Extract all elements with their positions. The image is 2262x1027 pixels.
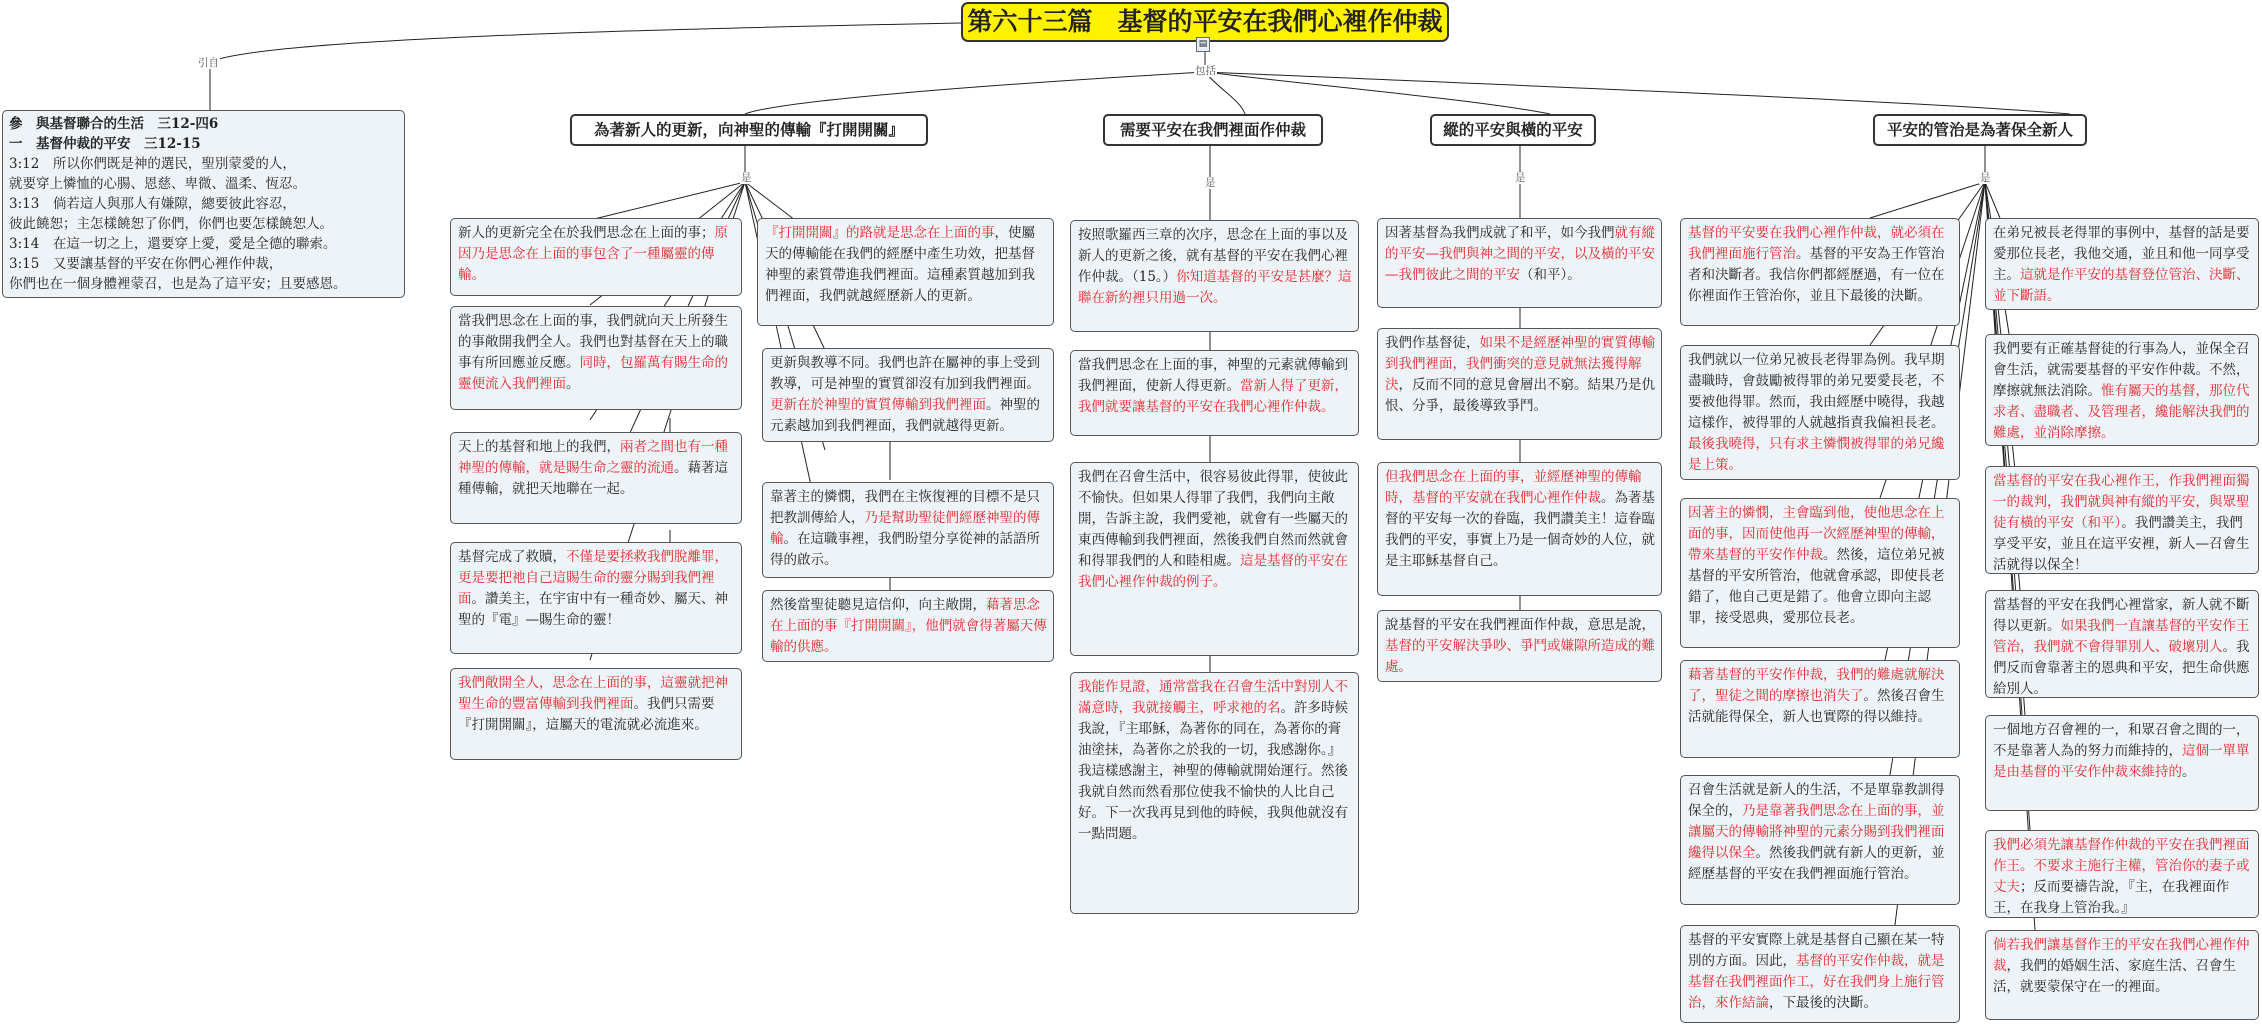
branch-header-rule-of-peace[interactable]: 平安的管治是為著保全新人 xyxy=(1873,114,2087,146)
branch4-card-10[interactable]: 當基督的平安在我們心裡當家，新人就不斷得以更新。如果我們一直讓基督的平安作王管治，我們就不會得罪別人、破壞別人。我們反而會靠著主的恩典和平安，把生命供應給別人。 xyxy=(1985,590,2259,698)
branch2-card-2[interactable]: 當我們思念在上面的事，神聖的元素就傳輸到我們裡面，使新人得更新。當新人得了更新，我們就要讓基督的平安在我們心裡作仲裁。 xyxy=(1070,350,1359,436)
branch1-card-6[interactable]: 『打開開關』的路就是思念在上面的事，使屬天的傳輸能在我們的經歷中產生功效，把基督神聖的素質帶進我們裡面。這種素質越加到我們裡面，我們就越經歷新人的更新。 xyxy=(757,218,1054,326)
intro-line: 3:15 又要讓基督的平安在你們心裡作仲裁， xyxy=(9,256,283,272)
branch4-card-4[interactable]: 藉著基督的平安作仲裁，我們的難處就解決了，聖徒之間的摩擦也消失了。然後召會生活就能得保全，新人也實際的得以維持。 xyxy=(1680,660,1960,758)
intro-scripture-card[interactable] xyxy=(2,110,405,298)
branch1-card-5[interactable]: 我們敞開全人，思念在上面的事，這靈就把神聖生命的豐富傳輸到我們裡面。我們只需要『打開開關』，這屬天的電流就必流進來。 xyxy=(450,668,742,760)
branch2-card-3[interactable]: 我們在召會生活中，很容易彼此得罪，使彼此不愉快。但如果人得罪了我們，我們向主敞開，告訴主說，我們愛祂，就會有一些屬天的東西傳輸到我們裡面，然後我們自然而然就會和得罪我們的人和睦相處。這是基督的平安在我們心裡作仲裁的例子。 xyxy=(1070,462,1359,656)
connector-label-main: 包括 xyxy=(1195,65,1216,77)
branch1-card-3[interactable]: 天上的基督和地上的我們，兩者之間也有一種神聖的傳輸，就是賜生命之靈的流通。藉著這種傳輸，就把天地聯在一起。 xyxy=(450,432,742,524)
branch1-card-4[interactable]: 基督完成了救贖，不僅是要拯救我們脫離罪，更是要把祂自己這賜生命的靈分賜到我們裡面。讚美主，在宇宙中有一種奇妙、屬天、神聖的『電』—賜生命的靈！ xyxy=(450,542,742,654)
intro-line: 彼此饒恕；主怎樣饒恕了你們，你們也要怎樣饒恕人。 xyxy=(9,216,333,232)
branch-header-new-man[interactable]: 為著新人的更新，向神聖的傳輸『打開開關』 xyxy=(570,114,928,146)
branch-header-vertical-horizontal[interactable]: 縱的平安與橫的平安 xyxy=(1430,114,1596,146)
branch4-card-9[interactable]: 當基督的平安在我心裡作王，作我們裡面獨一的裁判，我們就與神有縱的平安，與眾聖徒有橫的平安（和平）。我們讚美主，我們享受平安，並且在這平安裡，新人—召會生活就得以保全！ xyxy=(1985,466,2259,574)
connector-label-sub-1: 是 xyxy=(741,172,752,184)
branch4-card-8[interactable]: 我們要有正確基督徒的行事為人，並保全召會生活，就需要基督的平安作仲裁。不然，摩擦就無法消除。惟有屬天的基督，那位代求者、盡職者、及管理者，纔能解決我們的難處，並消除摩擦。 xyxy=(1985,334,2259,446)
intro-line: 3:13 倘若這人與那人有嫌隙，總要彼此容忍， xyxy=(9,196,296,212)
intro-line: 參 與基督聯合的生活 三12-四6 xyxy=(9,116,219,132)
branch4-card-2[interactable]: 我們就以一位弟兄被長老得罪為例。我早期盡職時，會鼓勵被得罪的弟兄要愛長老，不要被他得罪。然而，我由經歷中曉得，我越這樣作，被得罪的人就越指責我偏袒長老。最後我曉得，只有求主憐憫被得罪的弟兄纔是上策。 xyxy=(1680,345,1960,480)
connector-label-sub-3: 是 xyxy=(1515,172,1526,184)
branch4-card-1[interactable]: 基督的平安要在我們心裡作仲裁，就必須在我們裡面施行管治。基督的平安為王作管治者和決斷者。我信你們都經歷過，有一位在你裡面作王管治你，並且下最後的決斷。 xyxy=(1680,218,1960,326)
branch1-card-2[interactable]: 當我們思念在上面的事，我們就向天上所發生的事敞開我們全人。我們也對基督在天上的職事有所回應並反應。同時，包羅萬有賜生命的靈便流入我們裡面。 xyxy=(450,306,742,410)
branch3-card-3[interactable]: 但我們思念在上面的事，並經歷神聖的傳輸時，基督的平安就在我們心裡作仲裁。為著基督的平安每一次的眷臨，我們讚美主！這眷臨我們的平安，事實上乃是一個奇妙的人位，就是主耶穌基督自己。 xyxy=(1377,462,1662,596)
branch4-card-5[interactable]: 召會生活就是新人的生活，不是單靠教訓得保全的，乃是靠著我們思念在上面的事，並讓屬天的傳輸將神聖的元素分賜到我們裡面纔得以保全。然後我們就有新人的更新，並經歷基督的平安在我們裡面施行管治。 xyxy=(1680,775,1960,905)
branch4-card-6[interactable]: 基督的平安實際上就是基督自己顯在某一特別的方面。因此，基督的平安作仲裁，就是基督在我們裡面作工，好在我們身上施行管治，來作結論，下最後的決斷。 xyxy=(1680,925,1960,1023)
connector-label-sub-2: 是 xyxy=(1205,177,1216,189)
document-icon[interactable]: ▤ xyxy=(1196,37,1210,52)
intro-line: 3:12 所以你們既是神的選民，聖別蒙愛的人， xyxy=(9,156,296,172)
intro-line: 你們也在一個身體裡蒙召，也是為了這平安；且要感恩。 xyxy=(9,276,347,292)
branch1-card-7[interactable]: 更新與教導不同。我們也許在屬神的事上受到教導，可是神聖的實質卻沒有加到我們裡面。更新在於神聖的實質傳輸到我們裡面。神聖的元素越加到我們裡面，我們就越得更新。 xyxy=(762,348,1054,442)
intro-line: 3:14 在這一切之上，還要穿上愛，愛是全德的聯索。 xyxy=(9,236,337,252)
branch2-card-1[interactable]: 按照歌羅西三章的次序，思念在上面的事以及新人的更新之後，就有基督的平安在我們心裡作仲裁。（15。）你知道基督的平安是甚麼？這聯在新約裡只用過一次。 xyxy=(1070,220,1359,332)
branch4-card-11[interactable]: 一個地方召會裡的一，和眾召會之間的一，不是靠著人為的努力而維持的，這個一單單是由基督的平安作仲裁來維持的。 xyxy=(1985,715,2259,811)
root-title[interactable]: 第六十三篇 基督的平安在我們心裡作仲裁 xyxy=(961,2,1449,42)
branch2-card-4[interactable]: 我能作見證，通常當我在召會生活中對別人不滿意時，我就接觸主，呼求祂的名。許多時候我說，『主耶穌，為著你的同在，為著你的膏油塗抹，為著你之於我的一切，我感謝你。』我這樣感謝主，神聖的傳輸就開始運行。然後我就自然而然看那位使我不愉快的人比自己好。下一次我再見到他的時候，我與他就沒有一點問題。 xyxy=(1070,672,1359,914)
branch-header-peace-arbitrate[interactable]: 需要平安在我們裡面作仲裁 xyxy=(1103,114,1323,146)
intro-line: 就要穿上憐恤的心腸、恩慈、卑微、溫柔、恆忍。 xyxy=(9,176,306,192)
connector-label-sub-4: 是 xyxy=(1980,172,1991,184)
branch1-card-9[interactable]: 然後當聖徒聽見這信仰，向主敞開，藉著思念在上面的事『打開開關』，他們就會得著屬天傳輸的供應。 xyxy=(762,590,1054,662)
branch3-card-1[interactable]: 因著基督為我們成就了和平，如今我們就有縱的平安—我們與神之間的平安，以及橫的平安—我們彼此之間的平安（和平）。 xyxy=(1377,218,1662,308)
intro-line: 一 基督仲裁的平安 三12-15 xyxy=(9,136,201,152)
branch4-card-12[interactable]: 我們必須先讓基督作仲裁的平安在我們裡面作王。不要求主施行主權，管治你的妻子或丈夫；反而要禱告說，『主，在我裡面作王，在我身上管治我。』 xyxy=(1985,830,2259,918)
branch4-card-13[interactable]: 倘若我們讓基督作王的平安在我們心裡作仲裁，我們的婚姻生活、家庭生活、召會生活，就要蒙保守在一的裡面。 xyxy=(1985,930,2259,1020)
branch4-card-7[interactable]: 在弟兄被長老得罪的事例中，基督的話是要愛那位長老，我他交通，並且和他一同享受主。這就是作平安的基督登位管治、決斷、並下斷語。 xyxy=(1985,218,2259,310)
branch1-card-8[interactable]: 靠著主的憐憫，我們在主恢復裡的目標不是只把教訓傳給人，乃是幫助聖徒們經歷神聖的傳輸。在這職事裡，我們盼望分享從神的話語所得的啟示。 xyxy=(762,482,1054,578)
connector-label-intro: 引自 xyxy=(198,57,219,69)
branch3-card-2[interactable]: 我們作基督徒，如果不是經歷神聖的實質傳輸到我們裡面，我們衝突的意見就無法獲得解決，反而不同的意見會層出不窮。結果乃是仇恨、分爭，最後導致爭鬥。 xyxy=(1377,328,1662,440)
branch4-card-3[interactable]: 因著主的憐憫，主會臨到他，使他思念在上面的事，因而使他再一次經歷神聖的傳輸，帶來基督的平安作仲裁。然後，這位弟兄被基督的平安所管治，他就會承認，即使長老錯了，他自己更是錯了。他會立即向主認罪，接受恩典，愛那位長老。 xyxy=(1680,498,1960,648)
branch1-card-1[interactable]: 新人的更新完全在於我們思念在上面的事；原因乃是思念在上面的事包含了一種屬靈的傳輸。 xyxy=(450,218,742,296)
branch3-card-4[interactable]: 說基督的平安在我們裡面作仲裁，意思是說，基督的平安解決爭吵、爭鬥或嫌隙所造成的難處。 xyxy=(1377,610,1662,682)
